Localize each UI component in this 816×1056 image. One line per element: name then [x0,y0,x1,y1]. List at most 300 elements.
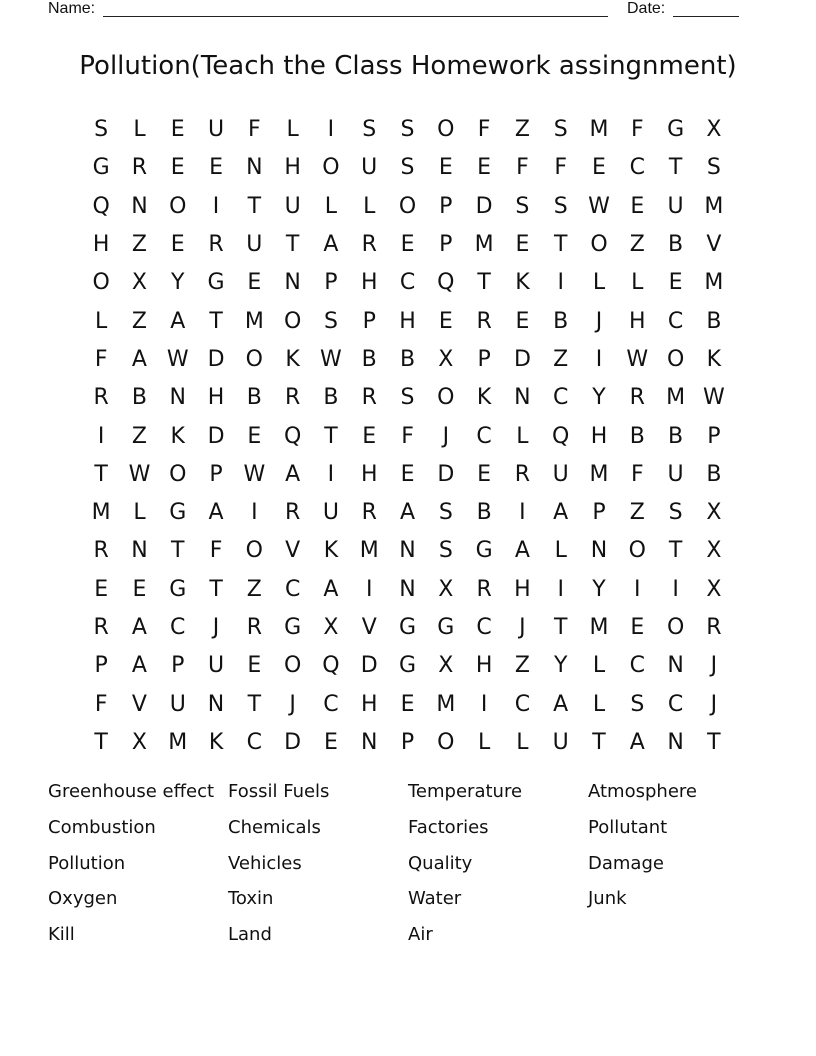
grid-cell: C [170,615,186,640]
date-label: Date: [627,0,666,17]
grid-cell: M [359,538,379,564]
grid-cell: E [170,117,185,143]
grid-cell: B [323,385,339,411]
grid-cell: I [519,500,526,526]
grid-cell: R [246,615,262,640]
grid-cell: F [630,461,644,487]
grid-cell: X [706,576,722,602]
grid-cell: M [666,385,686,411]
grid-row [82,264,733,302]
grid-row [82,647,733,685]
grid-cell: U [361,155,378,181]
word-list-item: Fossil Fuels [228,781,330,802]
word-list-item: Vehicles [228,852,302,874]
grid-cell: G [284,615,302,640]
grid-row [82,532,733,570]
grid-cell: M [91,500,111,526]
grid-cell: N [399,538,416,564]
grid-cell: W [626,346,649,372]
grid-cell: P [592,500,606,526]
grid-cell: E [630,615,645,640]
grid-cell: J [710,691,718,717]
grid-cell: H [207,385,225,411]
name-label: Name: [48,0,96,17]
grid-cell: U [284,193,301,219]
grid-cell: Z [514,653,530,679]
grid-cell: S [553,117,568,143]
grid-cell: U [246,232,263,258]
grid-cell: M [474,232,494,258]
grid-row [82,494,733,532]
word-list-item: Air [408,924,433,946]
grid-cell: C [514,691,531,717]
grid-cell: D [207,423,225,449]
grid-cell: U [207,117,225,143]
grid-cell: G [398,615,417,640]
word-list-item: Toxin [228,888,274,910]
grid-cell: H [514,576,531,602]
grid-cell: G [169,576,187,602]
grid-cell: E [400,691,415,717]
grid-cell: N [399,576,416,602]
grid-cell: N [667,729,684,755]
grid-cell: C [399,270,416,296]
grid-cell: J [442,423,450,449]
grid-cell: R [93,538,109,564]
grid-cell: A [131,346,147,372]
grid-cell: L [286,117,299,143]
grid-cell: F [401,423,414,449]
grid-cell: Y [592,576,606,602]
grid-row [82,379,733,417]
grid-row [82,302,733,340]
grid-cell: E [515,308,530,334]
grid-cell: G [207,270,225,296]
grid-cell: J [710,653,718,679]
grid-cell: T [209,308,223,334]
grid-cell: F [516,155,529,181]
grid-cell: E [400,232,415,258]
grid-cell: S [323,308,338,334]
grid-cell: G [667,117,685,143]
grid-cell: L [133,500,146,526]
grid-cell: I [634,576,641,602]
grid-cell: L [477,729,491,755]
grid-cell: M [589,615,609,640]
grid-cell: C [284,576,301,602]
grid-cell: K [706,346,722,372]
grid-cell: C [629,155,645,181]
grid-cell: E [477,155,492,181]
grid-cell: S [362,117,377,143]
grid-cell: I [212,193,220,219]
grid-cell: U [552,461,569,487]
grid-cell: P [171,653,185,679]
word-list-item: Damage [588,852,664,874]
grid-cell: C [323,691,339,717]
grid-cell: C [476,615,492,640]
grid-cell: T [324,423,338,449]
header-line [48,0,748,22]
grid-cell: Z [629,232,645,258]
grid-cell: E [94,576,109,602]
grid-cell: I [327,117,335,143]
grid-row [82,149,733,187]
grid-cell: S [630,691,645,717]
grid-cell: M [589,117,609,143]
grid-cell: C [476,423,492,449]
grid-cell: U [667,461,684,487]
grid-cell: I [97,423,105,449]
grid-cell: W [703,385,725,411]
grid-cell: L [95,308,108,334]
grid-cell: L [592,691,606,717]
grid-cell: R [476,308,492,334]
grid-cell: H [629,308,646,334]
grid-cell: O [398,193,417,219]
grid-cell: T [477,270,491,296]
grid-cell: X [131,729,147,755]
grid-cell: T [668,155,683,181]
grid-cell: H [284,155,301,181]
grid-cell: P [362,308,376,334]
grid-cell: R [361,232,377,258]
grid-cell: E [170,155,185,181]
grid-cell: C [246,729,263,755]
grid-cell: D [513,346,531,372]
grid-cell: R [706,615,722,640]
grid-cell: X [706,117,722,143]
grid-cell: Q [437,270,455,296]
grid-cell: X [438,653,454,679]
grid-cell: B [246,385,262,411]
grid-cell: E [515,232,530,258]
grid-cell: M [244,308,264,334]
grid-cell: O [437,385,455,411]
grid-cell: O [283,653,302,679]
word-list-item: Atmosphere [588,781,697,802]
grid-cell: K [476,385,492,411]
grid-cell: Z [553,346,569,372]
grid-cell: G [398,653,417,679]
grid-cell: T [285,232,300,258]
grid-cell: A [553,500,569,526]
grid-cell: I [557,270,564,296]
grid-cell: U [552,729,569,755]
grid-cell: X [438,346,454,372]
grid-cell: A [131,615,147,640]
grid-cell: H [360,461,378,487]
word-list-item: Factories [408,816,489,838]
grid-row [82,226,733,264]
grid-cell: O [169,461,187,487]
grid-cell: O [92,270,110,296]
grid-cell: Z [514,117,530,143]
grid-cell: X [131,270,147,296]
grid-cell: R [284,500,301,526]
grid-cell: A [131,653,147,679]
grid-cell: O [245,538,263,564]
grid-row [82,417,733,455]
grid-cell: T [247,691,262,717]
word-list-item: Pollutant [588,816,668,838]
grid-cell: B [668,232,684,258]
grid-cell: M [436,691,456,717]
grid-cell: T [171,538,185,564]
grid-cell: E [630,193,645,219]
grid-cell: O [666,346,685,372]
grid-cell: O [283,308,302,334]
grid-cell: L [592,653,606,679]
grid-cell: H [360,270,378,296]
grid-cell: I [480,691,488,717]
grid-cell: V [706,232,722,258]
grid-cell: E [477,461,492,487]
grid-cell: N [514,385,531,411]
grid-cell: Y [592,385,606,411]
grid-cell: H [92,232,110,258]
grid-cell: L [516,423,529,449]
grid-cell: I [365,576,373,602]
grid-cell: P [477,346,491,372]
grid-cell: V [131,691,147,717]
grid-cell: M [589,461,609,487]
grid-cell: A [208,500,224,526]
grid-cell: E [362,423,377,449]
grid-cell: J [212,615,220,640]
word-list-item: Temperature [408,781,523,802]
grid-cell: J [289,691,296,717]
grid-cell: A [399,500,416,526]
grid-cell: S [553,193,568,219]
grid-cell: E [592,155,606,181]
grid-cell: E [247,423,262,449]
grid-cell: I [672,576,679,602]
grid-cell: D [475,193,493,219]
grid-cell: T [553,615,568,640]
grid-cell: E [438,308,453,334]
word-list-item: Land [228,924,272,946]
name-blank-line [103,0,608,17]
grid-cell: B [361,346,377,372]
grid-cell: W [128,461,151,487]
grid-cell: K [515,270,530,296]
grid-cell: P [400,729,415,755]
grid-cell: P [707,423,721,449]
grid-cell: O [628,538,646,564]
grid-cell: O [169,193,187,219]
grid-cell: X [323,615,339,640]
grid-cell: N [131,193,148,219]
word-list-item: Pollution [48,852,126,874]
grid-cell: L [631,270,644,296]
grid-cell: D [360,653,378,679]
grid-cell: B [399,346,416,372]
grid-cell: R [476,576,492,602]
grid-cell: F [554,155,568,181]
grid-cell: Y [553,653,568,679]
grid-cell: C [629,653,645,679]
grid-cell: Q [92,193,110,219]
grid-cell: O [590,232,608,258]
grid-cell: Y [171,270,185,296]
grid-row [82,609,733,647]
grid-cell: Q [322,653,340,679]
grid-cell: F [477,117,491,143]
grid-cell: X [706,500,722,526]
grid-cell: L [363,193,376,219]
grid-cell: E [170,232,185,258]
grid-cell: R [131,155,148,181]
grid-row [82,111,733,149]
grid-cell: R [93,615,109,640]
grid-cell: I [557,576,564,602]
grid-cell: R [208,232,224,258]
grid-cell: D [437,461,455,487]
grid-cell: O [437,117,455,143]
grid-cell: V [285,538,301,564]
grid-cell: C [553,385,569,411]
grid-cell: X [438,576,454,602]
grid-cell: P [324,270,338,296]
grid-cell: H [590,423,608,449]
grid-cell: N [284,270,301,296]
grid-cell: E [323,729,338,755]
grid-cell: F [630,117,644,143]
grid-cell: S [94,117,109,143]
grid-cell: N [246,155,263,181]
grid-cell: O [437,729,455,755]
grid-row [82,571,733,609]
grid-cell: P [209,461,223,487]
grid-cell: B [629,423,645,449]
grid-cell: K [170,423,185,449]
grid-cell: Q [552,423,570,449]
grid-cell: O [666,615,685,640]
grid-cell: T [592,729,606,755]
grid-cell: S [438,538,453,564]
grid-cell: X [706,538,722,564]
grid-cell: B [476,500,492,526]
grid-cell: E [668,270,683,296]
grid-row [82,341,733,379]
grid-cell: J [519,615,526,640]
grid-cell: L [554,538,567,564]
grid-cell: R [93,385,109,411]
grid-cell: F [94,346,108,372]
grid-cell: Z [131,423,147,449]
grid-cell: L [133,117,146,143]
grid-cell: I [251,500,258,526]
grid-cell: R [629,385,645,411]
grid-cell: F [248,117,261,143]
grid-cell: W [588,193,610,219]
word-list-item: Greenhouse effect [48,781,215,802]
grid-cell: E [209,155,223,181]
word-list-item: Combustion [48,816,156,838]
word-list [48,778,768,957]
word-list-item: Quality [408,852,473,874]
grid-row [82,685,733,723]
grid-cell: H [399,308,416,334]
grid-cell: W [320,346,342,372]
grid-cell: J [595,308,603,334]
grid-cell: P [439,193,453,219]
grid-cell: L [592,270,606,296]
word-list-item: Kill [48,924,75,946]
grid-cell: A [629,729,645,755]
grid-cell: T [668,538,683,564]
grid-cell: S [668,500,683,526]
grid-cell: G [92,155,110,181]
grid-cell: L [516,729,529,755]
grid-cell: D [207,346,225,372]
grid-cell: W [166,346,189,372]
grid-cell: Z [131,232,147,258]
word-list-item: Chemicals [228,816,321,838]
grid-cell: B [553,308,569,334]
grid-cell: A [323,232,339,258]
grid-cell: B [668,423,684,449]
grid-cell: G [169,500,187,526]
grid-cell: A [170,308,186,334]
grid-cell: T [247,193,262,219]
grid-cell: N [360,729,378,755]
grid-cell: F [209,538,223,564]
grid-cell: I [595,346,603,372]
grid-cell: N [131,538,148,564]
grid-cell: Z [246,576,262,602]
word-list-item: Oxygen [48,888,118,910]
grid-cell: A [323,576,339,602]
grid-cell: N [207,691,225,717]
grid-cell: S [400,155,415,181]
grid-cell: R [284,385,301,411]
grid-row [82,188,733,226]
grid-cell: I [327,461,335,487]
grid-cell: P [439,232,453,258]
grid-cell: Z [131,308,147,334]
grid-cell: S [438,500,453,526]
grid-cell: W [243,461,266,487]
grid-cell: C [667,691,684,717]
grid-cell: O [245,346,263,372]
grid-cell: N [667,653,684,679]
grid-cell: N [590,538,608,564]
grid-cell: T [94,461,108,487]
grid-cell: S [400,117,415,143]
grid-cell: E [247,653,262,679]
grid-cell: E [247,270,262,296]
grid-cell: K [285,346,300,372]
date-blank-line [673,0,739,17]
grid-cell: A [514,538,530,564]
grid-cell: T [209,576,223,602]
grid-cell: V [361,615,377,640]
grid-cell: K [323,538,339,564]
grid-cell: H [360,691,378,717]
grid-cell: Z [629,500,645,526]
grid-cell: A [285,461,301,487]
grid-cell: U [207,653,225,679]
grid-cell: S [515,193,530,219]
letter-grid [82,111,733,762]
word-list-item: Water [408,888,462,910]
grid-cell: E [438,155,453,181]
grid-cell: M [704,193,724,219]
grid-cell: R [361,385,377,411]
grid-cell: M [704,270,724,296]
